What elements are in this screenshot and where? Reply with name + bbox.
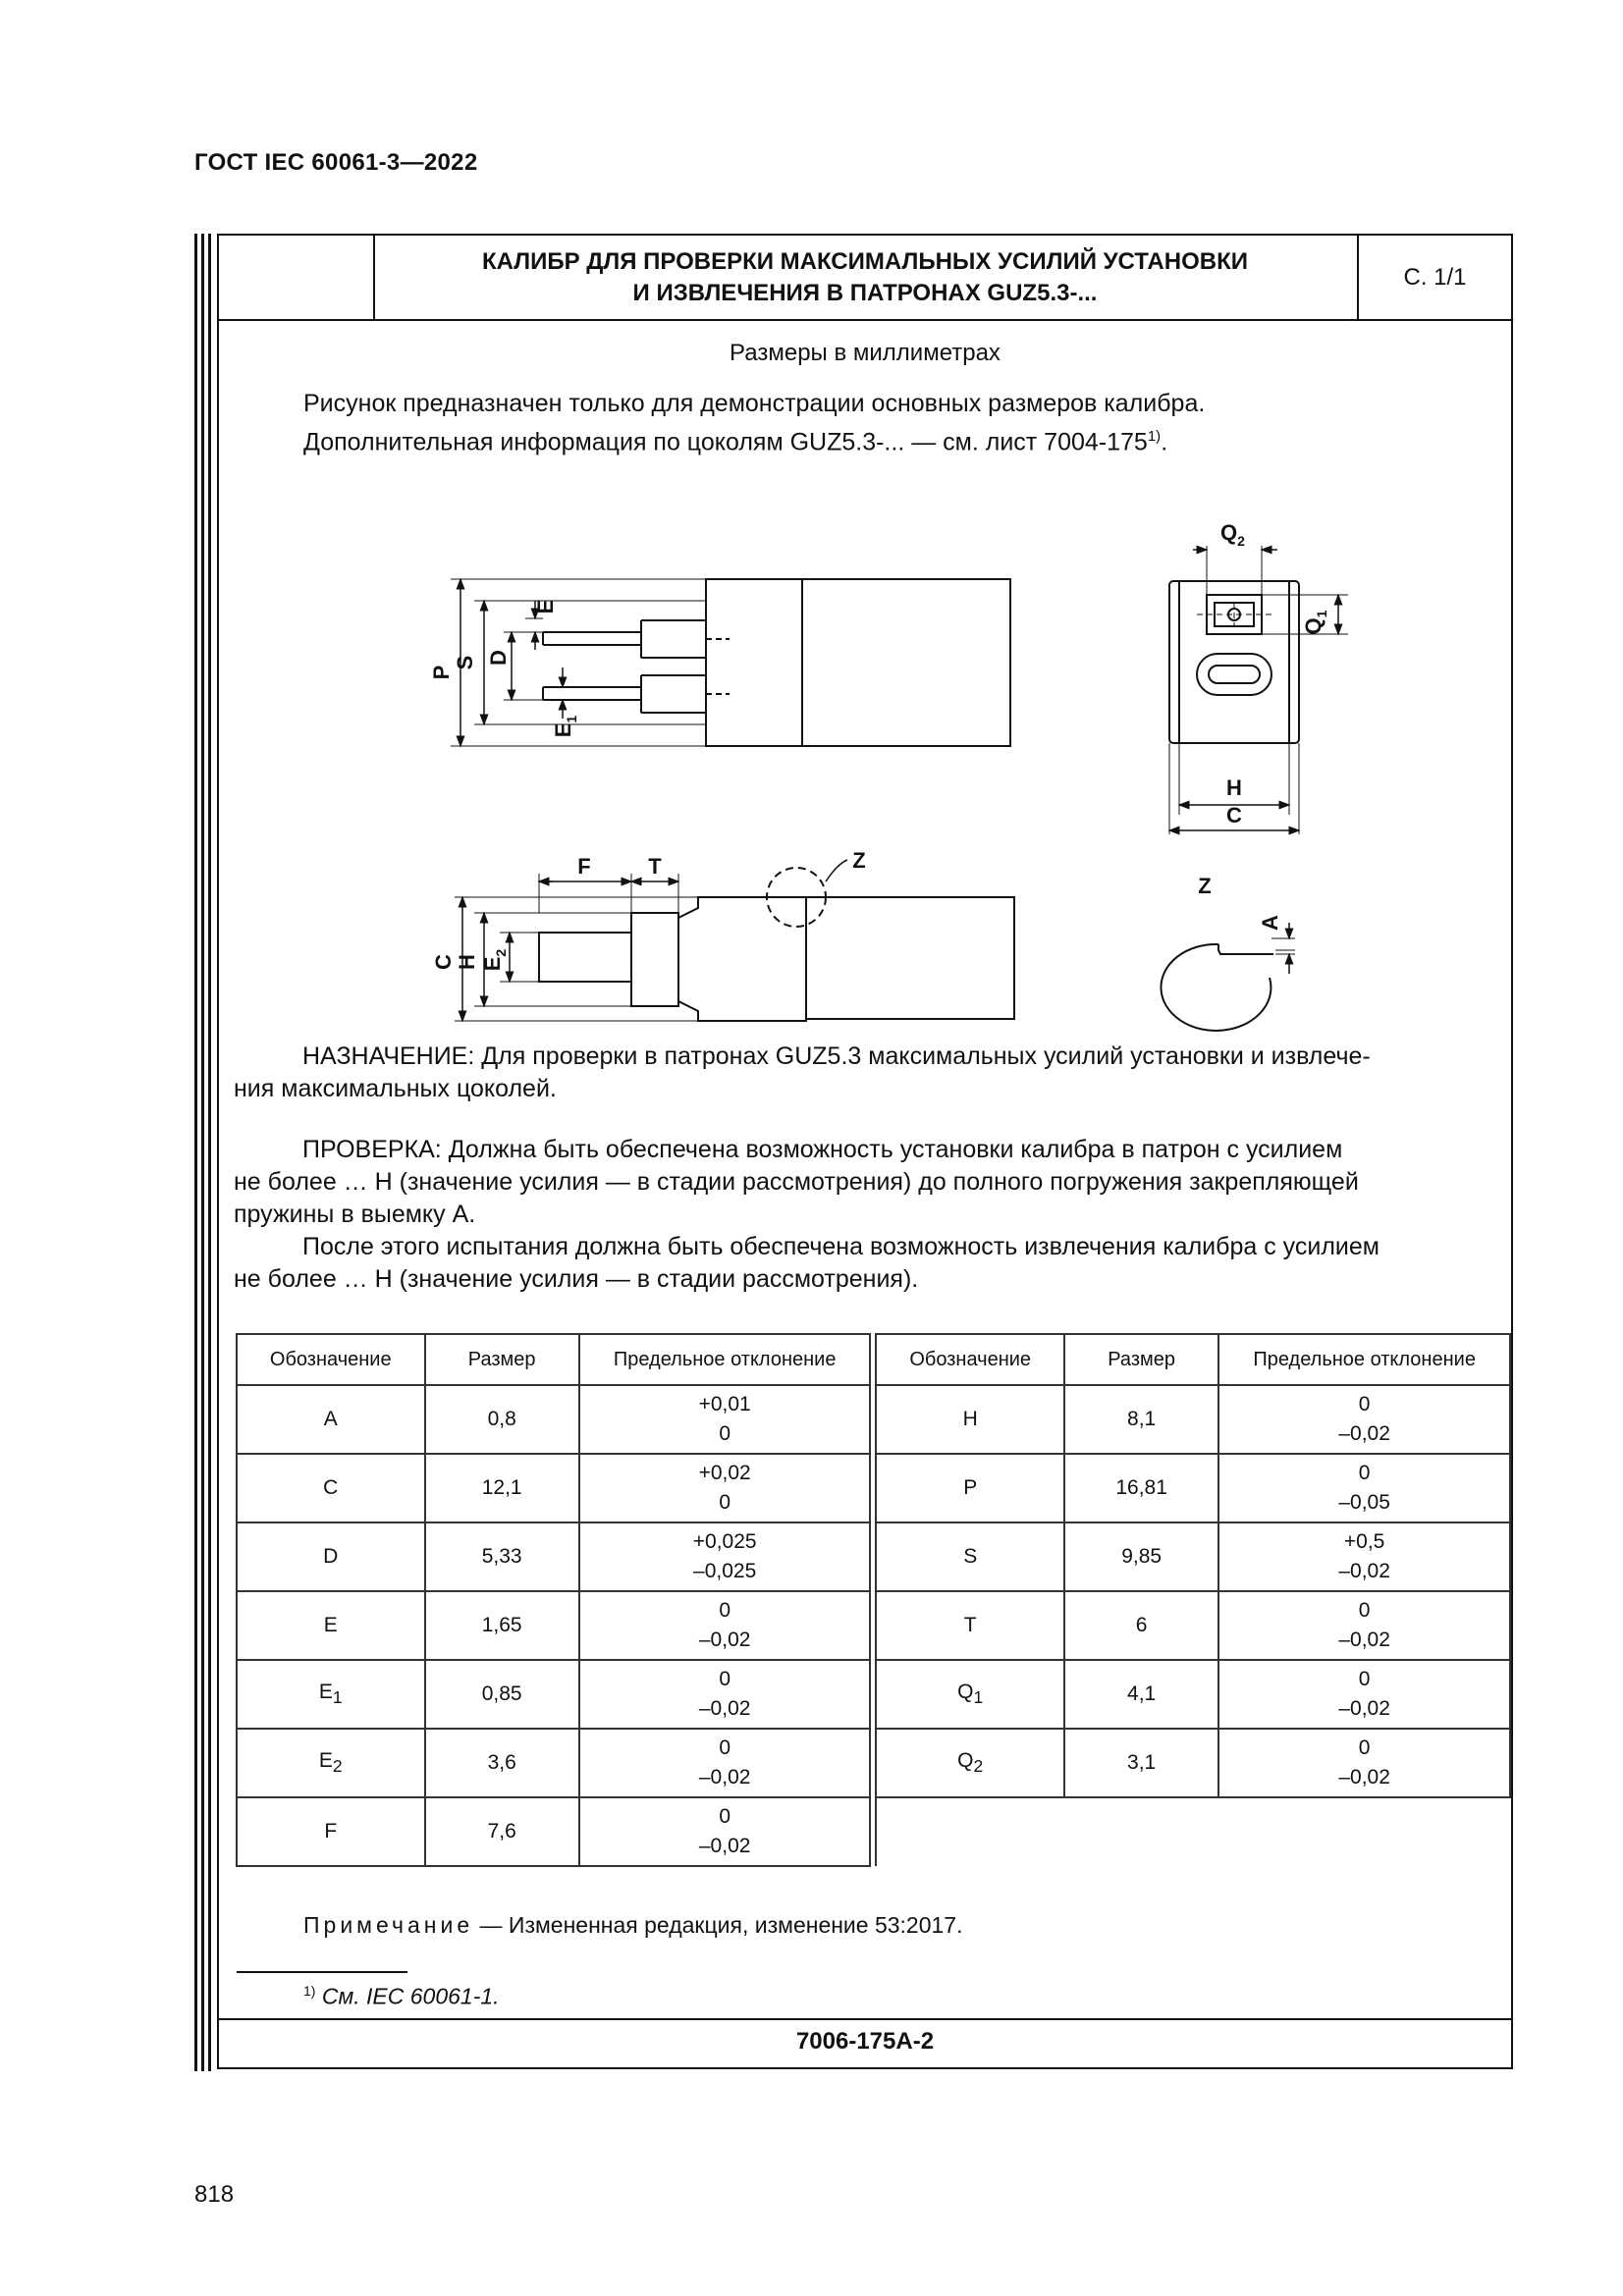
size-cell: 7,6 bbox=[425, 1797, 579, 1866]
footnote-ref: 1) bbox=[1147, 428, 1162, 445]
symbol-cell: P bbox=[876, 1454, 1064, 1522]
symbol-cell: $E_2$ bbox=[237, 1729, 425, 1797]
end-view bbox=[1169, 546, 1348, 834]
binding-bar bbox=[201, 234, 204, 2071]
symbol-cell: $E_1$ bbox=[237, 1660, 425, 1729]
tolerance-cell: +0,02 0 bbox=[579, 1454, 871, 1522]
size-cell: 1,65 bbox=[425, 1591, 579, 1660]
empty-cell bbox=[1218, 1797, 1510, 1866]
size-cell: 8,1 bbox=[1064, 1385, 1218, 1454]
purpose-text-1: НАЗНАЧЕНИЕ: Для проверки в патронах GUZ5.3 максимальных усилий установки и извлече- bbox=[302, 1042, 1371, 1070]
page-reference: С. 1/1 bbox=[1403, 263, 1467, 291]
label-F: F bbox=[577, 854, 591, 879]
label-C-side: C bbox=[431, 954, 456, 970]
check-text-1: ПРОВЕРКА: Должна быть обеспечена возможность установки калибра в патрон с усилием bbox=[302, 1136, 1343, 1163]
document-header: ГОСТ IEC 60061-3—2022 bbox=[194, 149, 478, 176]
label-A: A bbox=[1258, 915, 1282, 931]
tolerance-cell: 0 –0,02 bbox=[1218, 1660, 1510, 1729]
size-cell: 6 bbox=[1064, 1591, 1218, 1660]
side-view bbox=[455, 860, 1014, 1021]
symbol-cell: $Q_1$ bbox=[876, 1660, 1064, 1729]
label-P: P bbox=[429, 665, 454, 680]
header-cell: Размер bbox=[1064, 1334, 1218, 1385]
size-cell: 3,1 bbox=[1064, 1729, 1218, 1797]
header-cell: Предельное отклонение bbox=[1218, 1334, 1510, 1385]
label-Z-side: Z bbox=[852, 848, 866, 873]
size-cell: 9,85 bbox=[1064, 1522, 1218, 1591]
label-S: S bbox=[453, 655, 477, 670]
symbol-cell: D bbox=[237, 1522, 425, 1591]
label-E2: $E_2$ bbox=[480, 948, 509, 972]
footnote-text: См. IEC 60061-1. bbox=[321, 1983, 500, 2009]
symbol-cell: A bbox=[237, 1385, 425, 1454]
check-text-4: После этого испытания должна быть обеспечена возможность извлечения калибра с усилием bbox=[302, 1233, 1380, 1260]
intro-line-2-text: Дополнительная информация по цоколям GUZ5.3-... — см. лист 7004-175 bbox=[303, 428, 1148, 456]
tolerance-cell: +0,025 –0,025 bbox=[579, 1522, 871, 1591]
title-line-2: И ИЗВЛЕЧЕНИЯ В ПАТРОНАХ GUZ5.3-... bbox=[632, 279, 1098, 306]
table-row bbox=[237, 1729, 1510, 1797]
check-line-2: не более … Н (значение усилия — в стадии рассмотрения) до полного погружения закрепляющей bbox=[234, 1168, 1359, 1196]
size-cell: 16,81 bbox=[1064, 1454, 1218, 1522]
size-cell: 4,1 bbox=[1064, 1660, 1218, 1729]
dimensions-table bbox=[236, 1333, 1511, 1867]
sheet-code: 7006-175A-2 bbox=[795, 2028, 935, 2055]
label-Q1: $Q_1$ bbox=[1301, 610, 1329, 635]
bottom-divider bbox=[219, 2018, 1511, 2020]
intro-text bbox=[303, 388, 1383, 458]
purpose-line-2: ния максимальных цоколей. bbox=[234, 1075, 557, 1102]
empty-cell bbox=[876, 1797, 1064, 1866]
footnote-mark: 1) bbox=[303, 1983, 316, 1999]
label-C-end: C bbox=[1226, 803, 1242, 828]
label-H-end: H bbox=[1226, 775, 1242, 800]
tolerance-cell: 0 –0,02 bbox=[579, 1660, 871, 1729]
symbol-cell: T bbox=[876, 1591, 1064, 1660]
check-line-5: не более … Н (значение усилия — в стадии рассмотрения). bbox=[234, 1265, 919, 1293]
size-cell: 0,8 bbox=[425, 1385, 579, 1454]
end-view-labels bbox=[1220, 520, 1329, 828]
binding-bar bbox=[194, 234, 197, 2071]
label-E: E bbox=[533, 599, 558, 614]
tolerance-cell: 0 –0,02 bbox=[579, 1591, 871, 1660]
note bbox=[303, 1912, 963, 1939]
header-cell: Обозначение bbox=[237, 1334, 425, 1385]
intro-line-2-end: . bbox=[1161, 428, 1168, 456]
label-H-side: H bbox=[455, 954, 479, 970]
tolerance-cell: 0 –0,02 bbox=[1218, 1591, 1510, 1660]
binding-bar bbox=[208, 234, 211, 2071]
page-number: 818 bbox=[194, 2181, 235, 2208]
header-cell: Обозначение bbox=[876, 1334, 1064, 1385]
size-cell: 5,33 bbox=[425, 1522, 579, 1591]
tolerance-cell: 0 –0,02 bbox=[1218, 1729, 1510, 1797]
symbol-cell: C bbox=[237, 1454, 425, 1522]
label-D: D bbox=[486, 650, 511, 666]
tolerance-cell: 0 –0,02 bbox=[1218, 1385, 1510, 1454]
title-empty-cell bbox=[219, 236, 375, 319]
detail-Z-labels bbox=[1198, 874, 1282, 931]
side-view-labels bbox=[431, 848, 866, 971]
intro-line-1: Рисунок предназначен только для демонстрации основных размеров калибра. bbox=[303, 390, 1206, 417]
tolerance-cell: +0,5 –0,02 bbox=[1218, 1522, 1510, 1591]
check-paragraph bbox=[234, 1134, 1495, 1296]
label-Q2: $Q_2$ bbox=[1220, 520, 1245, 549]
sheet-frame bbox=[217, 234, 1513, 2069]
label-E1: $E_1$ bbox=[551, 715, 579, 738]
check-line-3: пружины в выемку А. bbox=[234, 1201, 476, 1228]
purpose-line-1 bbox=[234, 1041, 1495, 1073]
purpose-paragraph bbox=[234, 1041, 1495, 1105]
symbol-cell: H bbox=[876, 1385, 1064, 1454]
detail-Z bbox=[1161, 923, 1295, 1031]
title-block bbox=[219, 236, 1511, 321]
footnote bbox=[303, 1983, 500, 2010]
label-Z-detail: Z bbox=[1198, 874, 1212, 898]
table-row bbox=[237, 1385, 1510, 1454]
table-row bbox=[237, 1522, 1510, 1591]
header-cell: Предельное отклонение bbox=[579, 1334, 871, 1385]
empty-cell bbox=[1064, 1797, 1218, 1866]
check-line-4 bbox=[234, 1231, 1495, 1263]
header-cell: Размер bbox=[425, 1334, 579, 1385]
symbol-cell: S bbox=[876, 1522, 1064, 1591]
table-row bbox=[237, 1591, 1510, 1660]
top-view-labels bbox=[429, 600, 579, 738]
tolerance-cell: 0 –0,02 bbox=[579, 1729, 871, 1797]
intro-line-2 bbox=[303, 420, 1383, 458]
check-line-1 bbox=[234, 1134, 1495, 1166]
size-cell: 12,1 bbox=[425, 1454, 579, 1522]
table-row bbox=[237, 1454, 1510, 1522]
symbol-cell: $Q_2$ bbox=[876, 1729, 1064, 1797]
footnote-separator bbox=[237, 1971, 407, 1973]
sheet-title bbox=[373, 236, 1359, 319]
note-text: — Измененная редакция, изменение 53:2017. bbox=[473, 1912, 963, 1938]
title-line-1: КАЛИБР ДЛЯ ПРОВЕРКИ МАКСИМАЛЬНЫХ УСИЛИЙ УСТАНОВКИ bbox=[481, 247, 1248, 275]
tolerance-cell: 0 –0,02 bbox=[579, 1797, 871, 1866]
units-note: Размеры в миллиметрах bbox=[730, 340, 1001, 366]
tolerance-cell: +0,01 0 bbox=[579, 1385, 871, 1454]
size-cell: 3,6 bbox=[425, 1729, 579, 1797]
table-header-row bbox=[237, 1334, 1510, 1385]
label-T: T bbox=[648, 854, 662, 879]
symbol-cell: E bbox=[237, 1591, 425, 1660]
table-row bbox=[237, 1797, 1510, 1866]
tolerance-cell: 0 –0,05 bbox=[1218, 1454, 1510, 1522]
table-row bbox=[237, 1660, 1510, 1729]
size-cell: 0,85 bbox=[425, 1660, 579, 1729]
symbol-cell: F bbox=[237, 1797, 425, 1866]
note-label: Примечание bbox=[303, 1912, 474, 1938]
